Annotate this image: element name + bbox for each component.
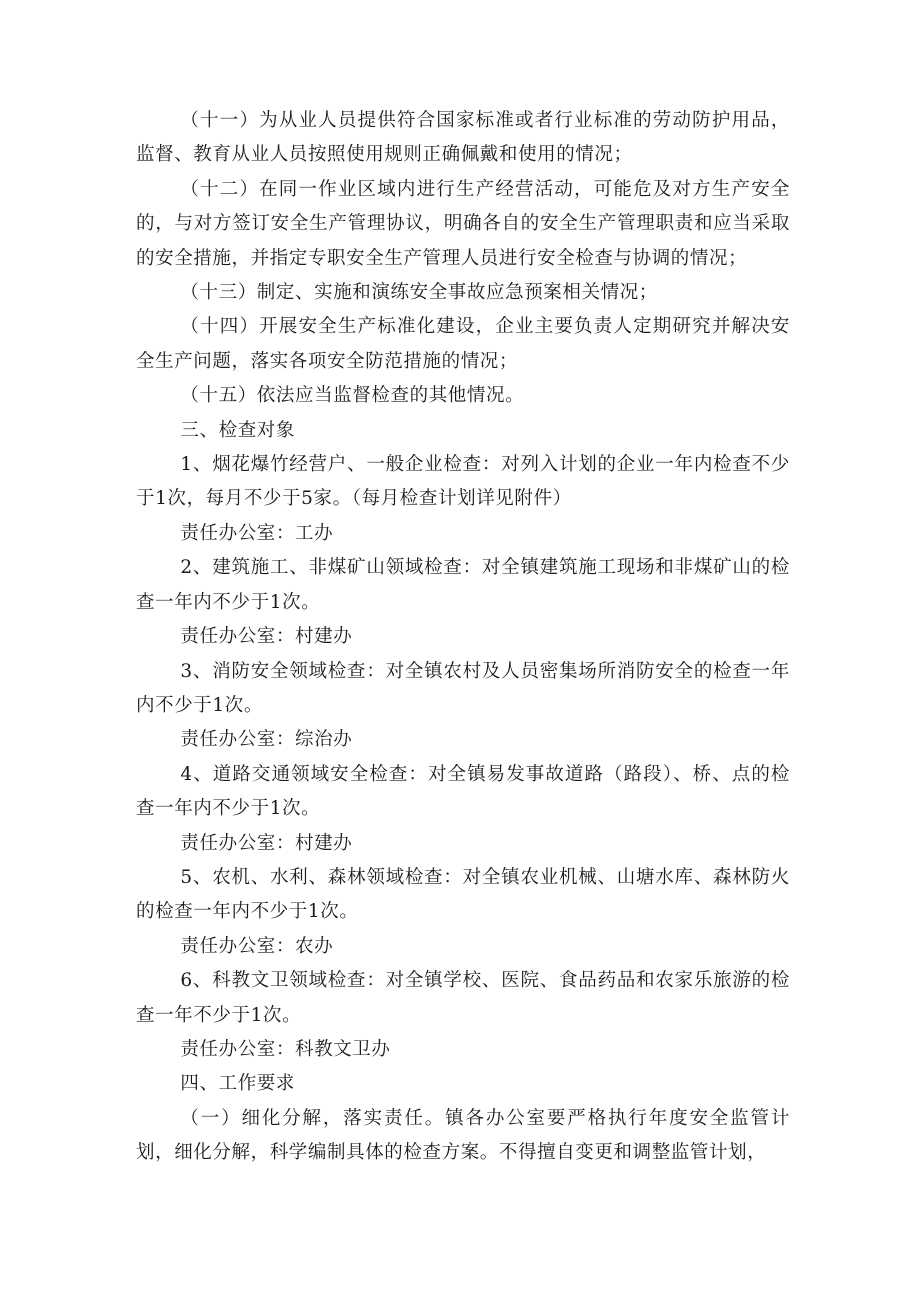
section-heading-work-requirements: 四、工作要求 <box>180 1073 295 1095</box>
responsible-office-3: 责任办公室：综治办 <box>180 729 353 751</box>
document-body <box>136 104 790 1171</box>
paragraph-item-15: （十五）依法应当监督检查的其他情况。 <box>180 385 525 407</box>
target-item-2: 2、建筑施工、非煤矿山领域检查：对全镇建筑施工现场和非煤矿山的检查一年内不少于1次。 <box>136 557 790 613</box>
responsible-office-4: 责任办公室：村建办 <box>180 832 353 854</box>
target-item-1: 1、烟花爆竹经营户、一般企业检查：对列入计划的企业一年内检查不少于1次，每月不少于5家。（每月检查计划详见附件） <box>136 454 790 510</box>
target-item-3: 3、消防安全领域检查：对全镇农村及人员密集场所消防安全的检查一年内不少于1次。 <box>136 660 790 716</box>
paragraph-item-14: （十四）开展安全生产标准化建设，企业主要负责人定期研究并解决安全生产问题，落实各项安全防范措施的情况； <box>136 316 790 372</box>
requirement-item-1: （一）细化分解，落实责任。镇各办公室要严格执行年度安全监管计划，细化分解，科学编制具体的检查方案。不得擅自变更和调整监管计划， <box>136 1107 790 1164</box>
paragraph-item-12: （十二）在同一作业区域内进行生产经营活动，可能危及对方生产安全的，与对方签订安全生产管理协议，明确各自的安全生产管理职责和应当采取的安全措施，并指定专职安全生产管理人员进行安全检查与协调的情况； <box>136 178 790 269</box>
target-item-4: 4、道路交通领域安全检查：对全镇易发事故道路（路段）、桥、点的检查一年内不少于1次。 <box>136 763 790 820</box>
responsible-office-2: 责任办公室：村建办 <box>180 626 353 648</box>
section-heading-inspection-targets: 三、检查对象 <box>180 419 295 441</box>
paragraph-item-11: （十一）为从业人员提供符合国家标准或者行业标准的劳动防护用品，监督、教育从业人员按照使用规则正确佩戴和使用的情况； <box>136 110 790 166</box>
paragraph-item-13: （十三）制定、实施和演练安全事故应急预案相关情况； <box>180 282 658 304</box>
responsible-office-5: 责任办公室：农办 <box>180 935 334 957</box>
target-item-5: 5、农机、水利、森林领域检查：对全镇农业机械、山塘水库、森林防火的检查一年内不少于1次。 <box>136 866 790 923</box>
responsible-office-1: 责任办公室：工办 <box>180 522 334 544</box>
target-item-6: 6、科教文卫领域检查：对全镇学校、医院、食品药品和农家乐旅游的检查一年不少于1次。 <box>136 970 790 1026</box>
responsible-office-6: 责任办公室：科教文卫办 <box>180 1038 391 1060</box>
